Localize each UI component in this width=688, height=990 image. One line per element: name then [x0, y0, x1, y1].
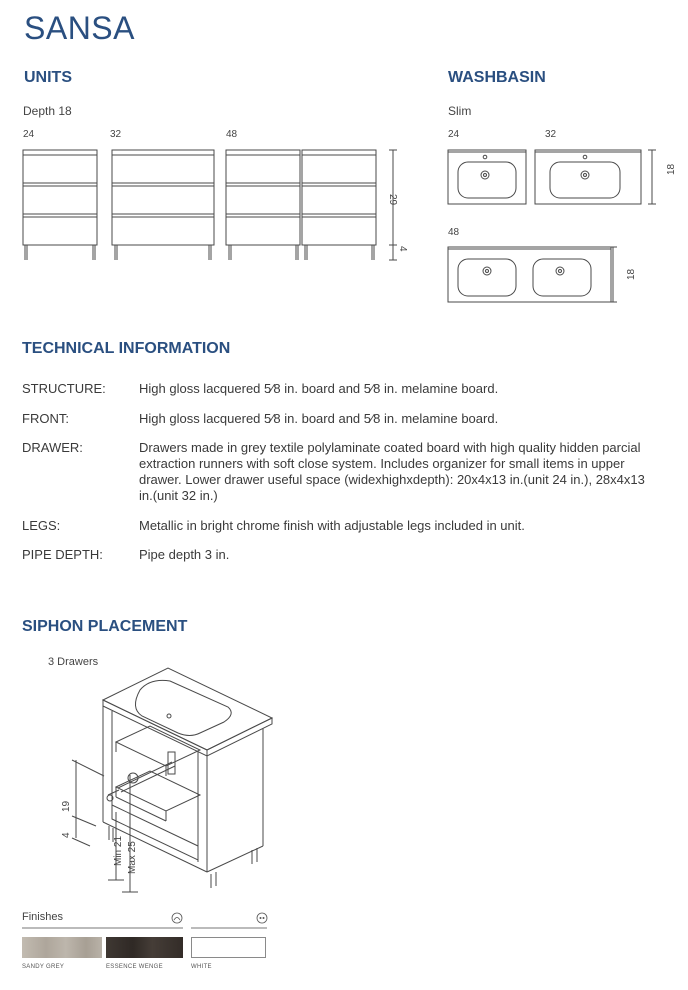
tech-text-structure: High gloss lacquered 5⁄8 in. board and 5⁄8 in. melamine board. — [139, 381, 499, 396]
tech-label-pipe-depth: PIPE DEPTH: — [22, 547, 103, 562]
units-height-dim: 29 — [387, 194, 398, 206]
swatch-essence-wenge[interactable] — [106, 937, 183, 958]
gloss-icon — [171, 912, 183, 924]
basin-width-24: 24 — [448, 129, 460, 140]
tech-text-front: High gloss lacquered 5⁄8 in. board and 5⁄8 in. melamine board. — [139, 411, 499, 426]
basin-width-32: 32 — [545, 129, 557, 140]
swatch-sandy-grey[interactable] — [22, 937, 102, 958]
siphon-dim-19: 19 — [61, 800, 72, 812]
siphon-dim-min: Min 21 — [113, 835, 124, 866]
technical-heading: TECHNICAL INFORMATION — [22, 340, 231, 357]
units-leg-dim: 4 — [397, 246, 408, 252]
unit-width-32: 32 — [110, 129, 122, 140]
matt-icon — [256, 912, 268, 924]
unit-width-24: 24 — [23, 129, 35, 140]
basin-depth-dim-double: 18 — [626, 268, 637, 280]
tech-label-legs: LEGS: — [22, 518, 61, 533]
siphon-dim-4: 4 — [61, 832, 72, 838]
tech-text-pipe-depth: Pipe depth 3 in. — [139, 547, 230, 562]
tech-label-front: FRONT: — [22, 411, 69, 426]
swatch-label-essence-wenge: ESSENCE WENGE — [106, 964, 163, 970]
units-depth-label: Depth 18 — [23, 104, 72, 118]
tech-label-structure: STRUCTURE: — [22, 381, 106, 396]
swatch-label-sandy-grey: SANDY GREY — [22, 964, 65, 970]
basin-depth-dim: 18 — [666, 163, 677, 175]
siphon-dim-max: Max 25 — [127, 841, 138, 874]
tech-text-drawer: Drawers made in grey textile polylaminate coated board with high quality hidden parcial extraction runners with soft close system. Includes organizer for small items in upper drawer. Lower drawer useful space (widexhighxdepth): 20x4x13 in.(unit 24 in.), 28x4x13 in.(unit 32 in.) — [139, 440, 645, 503]
tech-text-legs: Metallic in bright chrome finish with adjustable legs included in unit. — [139, 518, 525, 533]
finishes-heading: Finishes — [22, 911, 63, 923]
washbasin-heading: WASHBASIN — [448, 69, 546, 86]
tech-label-drawer: DRAWER: — [22, 440, 83, 455]
page-title: SANSA — [24, 10, 135, 46]
siphon-heading: SIPHON PLACEMENT — [22, 618, 188, 635]
units-heading: UNITS — [24, 69, 72, 86]
swatch-white[interactable] — [191, 937, 266, 958]
unit-width-48: 48 — [226, 129, 238, 140]
washbasin-type-label: Slim — [448, 104, 472, 118]
siphon-drawers-label: 3 Drawers — [48, 656, 99, 668]
swatch-label-white: WHITE — [191, 964, 212, 970]
basin-width-48: 48 — [448, 227, 460, 238]
